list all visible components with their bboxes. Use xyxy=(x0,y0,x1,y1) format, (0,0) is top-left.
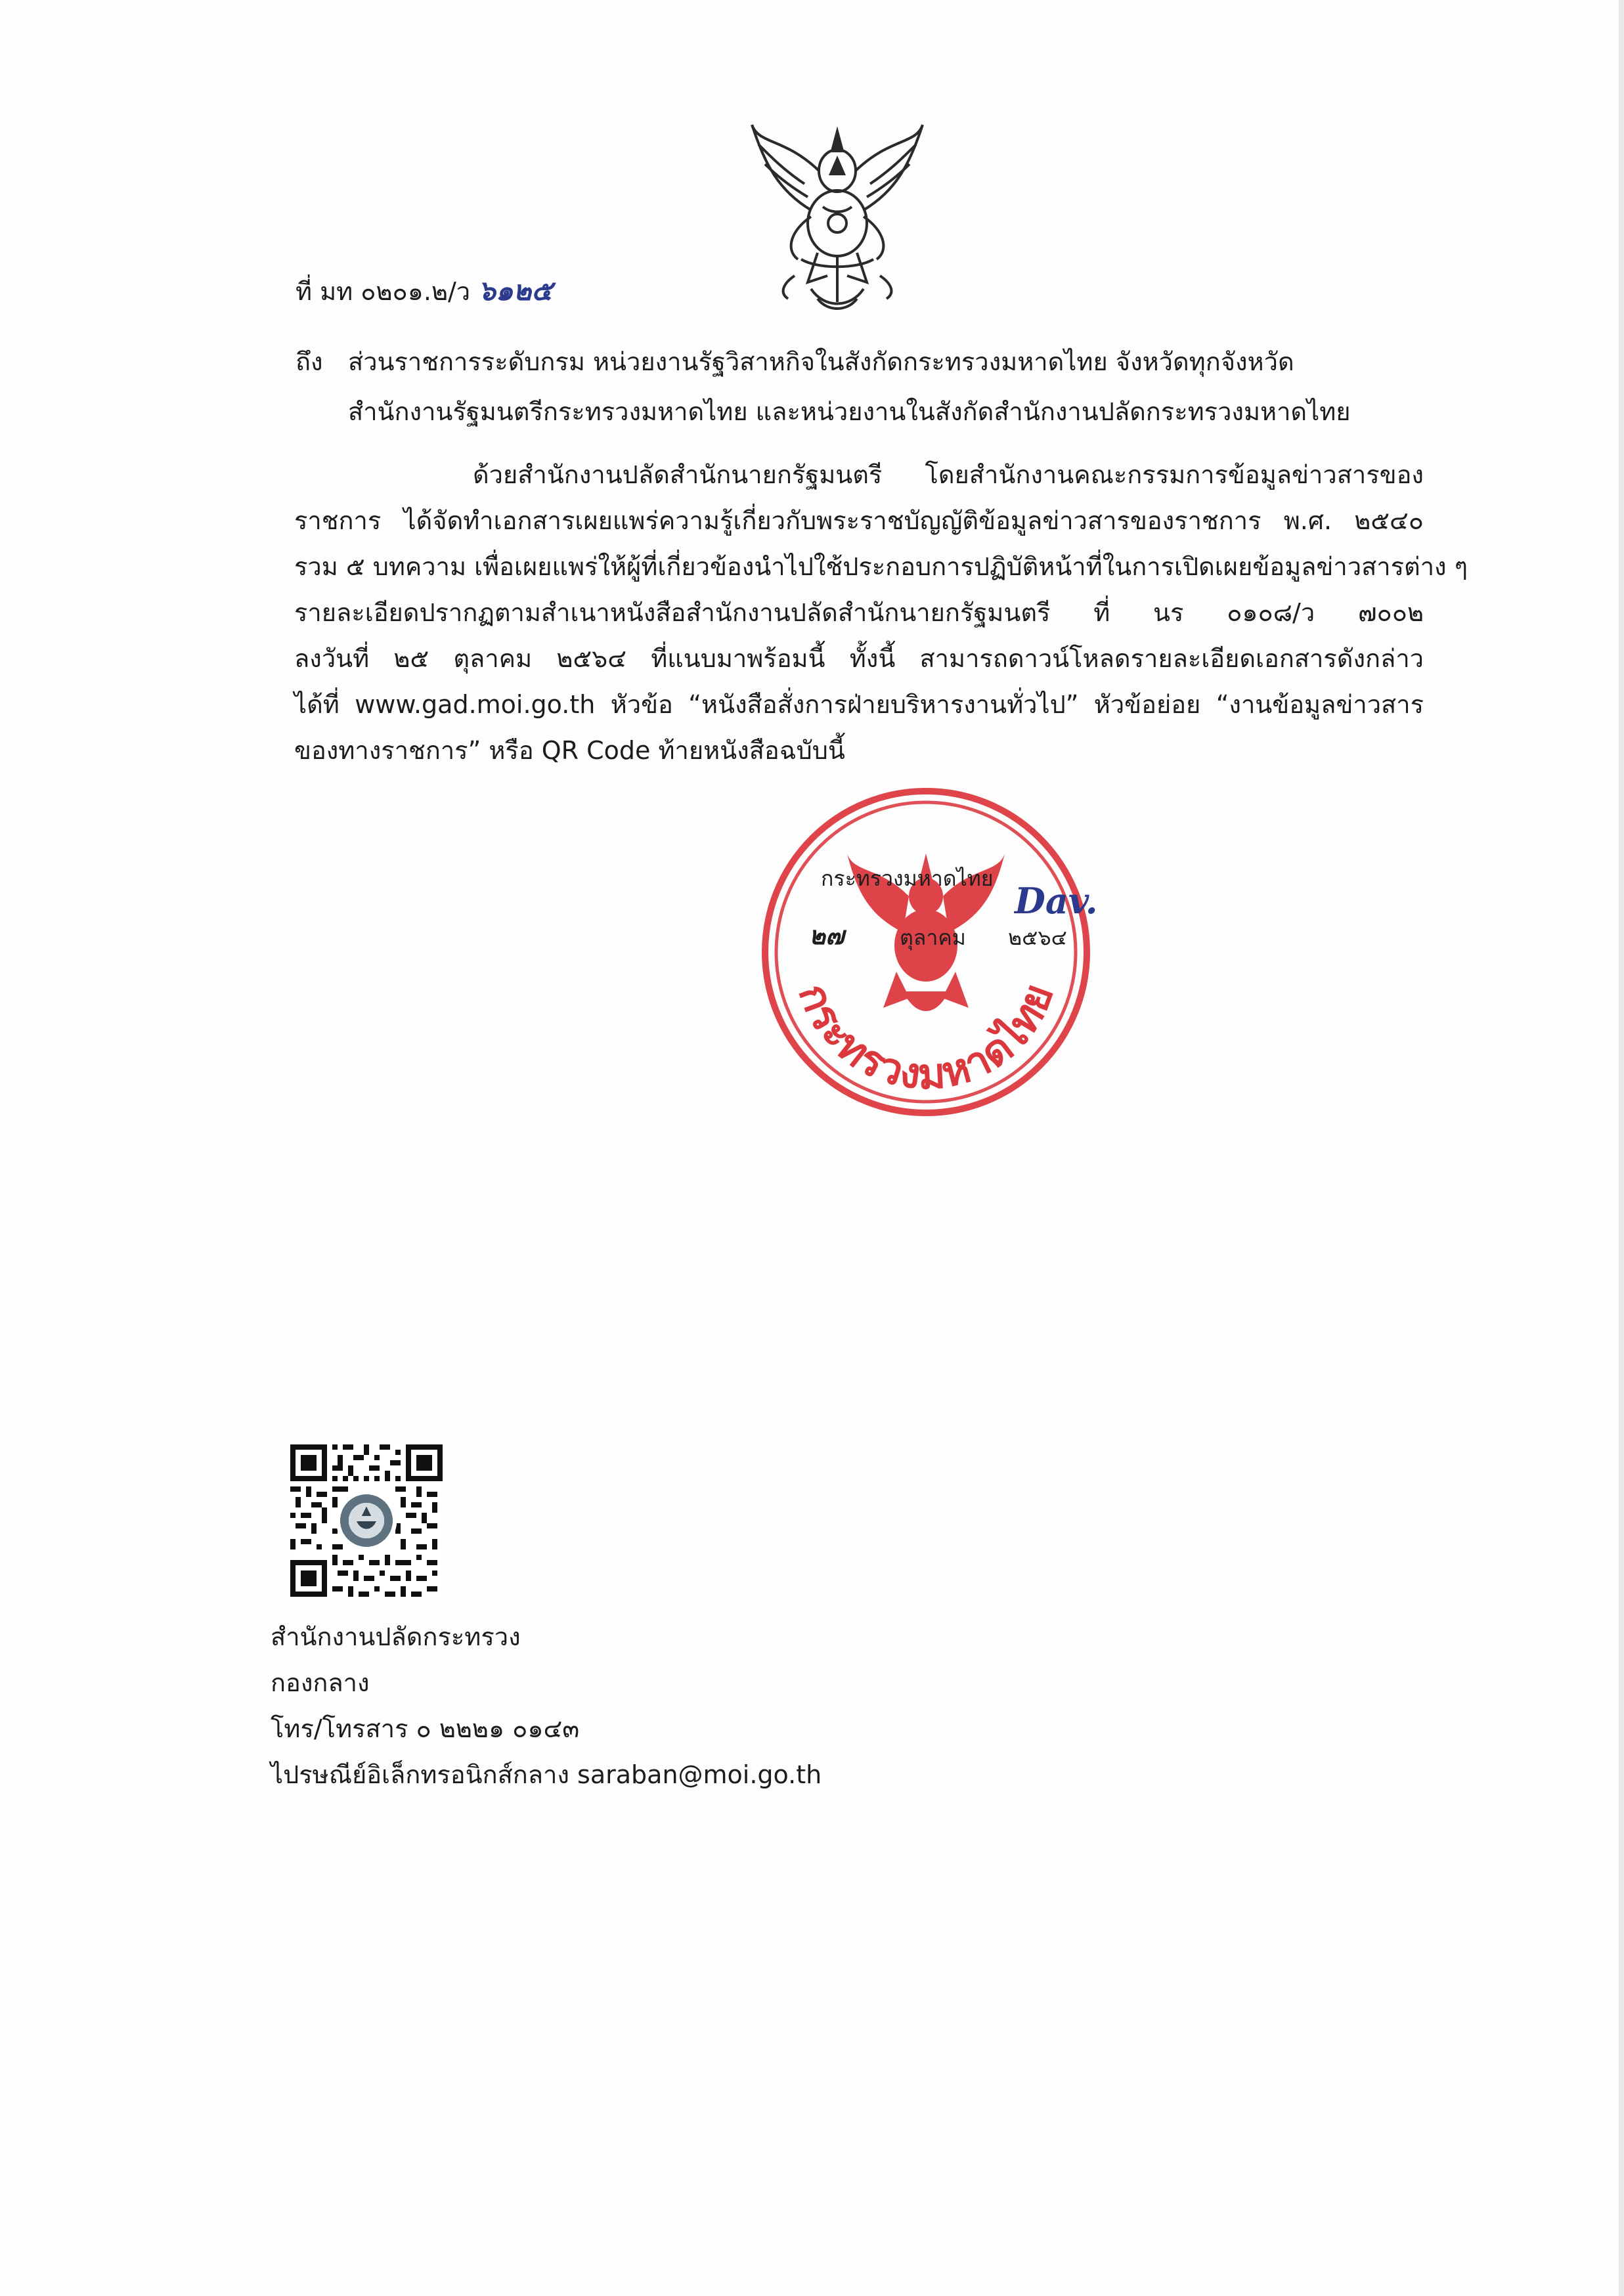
garuda-emblem-icon xyxy=(739,118,936,315)
stamp-month: ตุลาคม xyxy=(900,925,966,950)
stamp-ministry: กระทรวงมหาดไทย xyxy=(821,866,994,891)
reference-handwritten-number: ๖๑๒๕ xyxy=(478,274,553,307)
stamp-day: ๒๗ xyxy=(809,921,845,950)
stamp-year: ๒๕๖๔ xyxy=(1008,925,1067,950)
addressee-line-1: ส่วนราชการระดับกรม หน่วยงานรัฐวิสาหกิจในสังกัดกระทรวงมหาดไทย จังหวัดทุกจังหวัด xyxy=(348,347,1294,376)
scan-edge-shadow xyxy=(1619,0,1624,2296)
seal-ring-text: กระทรวงมหาดไทย xyxy=(788,977,1064,1100)
footer-division: กองกลาง xyxy=(271,1668,370,1697)
footer-phone: โทร/โทรสาร ๐ ๒๒๒๑ ๐๑๔๓ xyxy=(271,1714,580,1743)
footer-email: ไปรษณีย์อิเล็กทรอนิกส์กลาง saraban@moi.go.th xyxy=(271,1760,822,1789)
ministry-seal-stamp xyxy=(755,781,1097,1123)
body-line-7: ของทางราชการ” หรือ QR Code ท้ายหนังสือฉบับนี้ xyxy=(294,736,845,765)
reference-number xyxy=(296,276,552,307)
body-line-2: ราชการ ได้จัดทำเอกสารเผยแพร่ความรู้เกี่ยวกับพระราชบัญญัติข้อมูลข่าวสารของราชการ พ.ศ. ๒๕๔๐ xyxy=(294,506,1424,535)
to-label: ถึง xyxy=(296,347,323,376)
body-line-3: รวม ๕ บทความ เพื่อเผยแพร่ให้ผู้ที่เกี่ยวข้องนำไปใช้ประกอบการปฏิบัติหน้าที่ในการเปิดเผยข้อมูลข่าวสารต่าง ๆ xyxy=(294,552,1468,581)
reference-prefix: ที่ มท ๐๒๐๑.๒/ว xyxy=(296,277,471,306)
footer-office: สำนักงานปลัดกระทรวง xyxy=(271,1622,521,1651)
body-line-1: ด้วยสำนักงานปลัดสำนักนายกรัฐมนตรี โดยสำนักงานคณะกรรมการข้อมูลข่าวสารของ xyxy=(473,460,1424,489)
addressee-line-2: สำนักงานรัฐมนตรีกระทรวงมหาดไทย และหน่วยงานในสังกัดสำนักงานปลัดกระทรวงมหาดไทย xyxy=(348,397,1351,426)
qr-code[interactable] xyxy=(290,1444,443,1597)
body-line-4: รายละเอียดปรากฏตามสำเนาหนังสือสำนักงานปลัดสำนักนายกรัฐมนตรี ที่ นร ๐๑๐๘/ว ๗๐๐๒ xyxy=(294,598,1424,627)
signature-initials: Dav. xyxy=(1015,880,1098,922)
body-line-5: ลงวันที่ ๒๕ ตุลาคม ๒๕๖๔ ที่แนบมาพร้อมนี้ ทั้งนี้ สามารถดาวน์โหลดรายละเอียดเอกสารดังกล่าว xyxy=(294,644,1424,673)
body-line-6: ได้ที่ www.gad.moi.go.th หัวข้อ “หนังสือสั่งการฝ่ายบริหารงานทั่วไป” หัวข้อย่อย “งานข้อมูลข่าวสาร xyxy=(294,690,1424,719)
